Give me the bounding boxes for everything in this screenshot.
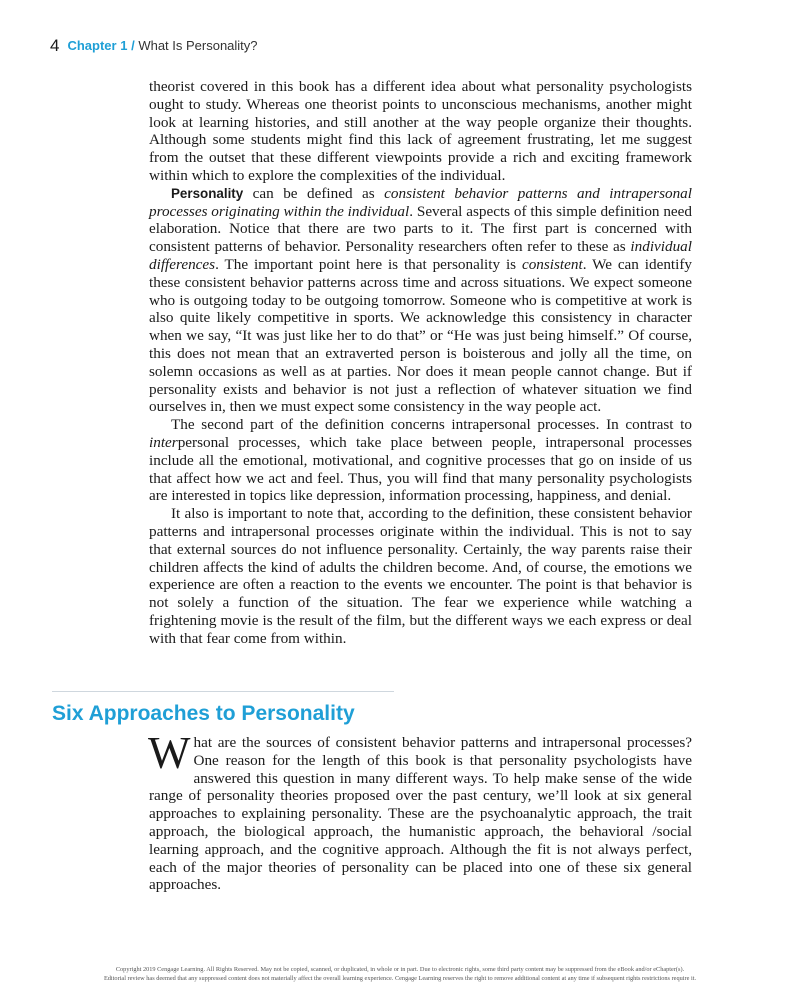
body-text bbox=[149, 78, 692, 648]
section-paragraph bbox=[148, 728, 692, 894]
emphasis-individual-differences: individual differences bbox=[149, 238, 692, 273]
key-term-personality: Personality bbox=[171, 185, 244, 201]
paragraph-3-text-b: personal processes, which take place between people, intrapersonal processes include all the emotional, motivational, and cognitive processes that go on inside of us that affect how we act and feel. Thus, you will find that many personality psychologists are interested in topics like depression, information processing, happiness, and denial. bbox=[149, 433, 692, 505]
definition-text: consistent behavior patterns and intrapersonal processes originating within the individual bbox=[149, 184, 692, 220]
section-paragraph-text: hat are the sources of consistent behavior patterns and intrapersonal processes? One reason for the length of this book is that personality psychologists have answered this question in many different ways. To help make sense of the wide range of personality theories proposed over the past century, we’ll look at six general approaches to explaining personality. These are the psychoanalytic approach, the trait approach, the biological approach, the humanistic approach, the behavioral /social learning approach, and the cognitive approach. Although the fit is not always perfect, each of the major theories of personality can be placed into one of these six general approaches. bbox=[149, 734, 692, 894]
paragraph-1: theorist covered in this book has a different idea about what personality psychologists ought to study. Whereas one theorist points to unconscious mechanisms, another might look at learning histories, and still another at the way people organize their thoughts. Although some students might find this lack of agreement frustrating, let me suggest from the outset that these different viewpoints provide a rich and exciting framework within which to explore the complexities of the individual. bbox=[149, 78, 692, 184]
header-separator: / bbox=[131, 38, 135, 53]
paragraph-2-text-a: can be defined as bbox=[243, 184, 385, 202]
section-heading: Six Approaches to Personality bbox=[52, 702, 355, 725]
drop-cap: W bbox=[148, 728, 191, 778]
chapter-label: Chapter 1 bbox=[67, 38, 128, 53]
paragraph-3-text-a: The second part of the definition concerns intrapersonal processes. In contrast to bbox=[171, 416, 692, 434]
chapter-title: What Is Personality? bbox=[138, 38, 258, 53]
paragraph-2-text-b: . Several aspects of this simple definition need elaboration. Notice that there are two parts to it. The first part is concerned with consistent patterns of behavior. Personality researchers often refer to these as bbox=[149, 202, 692, 256]
footer-line-1: Copyright 2019 Cengage Learning. All Rights Reserved. May not be copied, scanned, or duplicated, in whole or in part. Due to electronic rights, some third party content may be suppressed from the eBook and/or eChapter(s). bbox=[115, 966, 685, 973]
paragraph-2 bbox=[149, 185, 692, 416]
emphasis-consistent: consistent bbox=[521, 255, 583, 273]
section-body bbox=[148, 728, 692, 894]
page-number: 4 bbox=[50, 36, 60, 55]
paragraph-4: It also is important to note that, according to the definition, these consistent behavior patterns and intrapersonal processes originate within the individual. This is not to say that external sources do not influence personality. Certainly, the way parents raise their children affects the kind of adults the children become. And, of course, the emotions we experience are often a reaction to the events we encounter. The point is that behavior is not solely a function of the situation. The fear we experience while watching a frightening movie is the result of the film, but the different ways we each express or deal with that fear come from within. bbox=[149, 505, 692, 647]
paragraph-2-text-d: . We can identify these consistent behavior patterns across time and across situations. We expect someone who is outgoing today to be outgoing tomorrow. Someone who is competitive at work is also quite likely competitive in sports. We acknowledge this consistency in character when we say, “It was just like her to do that” or “He was just being himself.” Of course, this does not mean that an extraverted person is boisterous and jolly all the time, on solemn occasions as well as at parties. Nor does it mean people cannot change. But if personality exists and behavior is not just a reflection of whatever situation we find ourselves in, then we must expect some consistency in the way people act. bbox=[149, 255, 692, 416]
paragraph-3 bbox=[149, 416, 692, 505]
emphasis-inter: inter bbox=[149, 433, 178, 451]
footer-line-2: Editorial review has deemed that any suppressed content does not materially affect the overall learning experience. Cengage Learning reserves the right to remove additional content at any time if subsequent rights restrictions require it. bbox=[103, 974, 697, 982]
section-divider bbox=[52, 691, 394, 692]
running-header bbox=[50, 37, 258, 55]
paragraph-2-text-c: . The important point here is that personality is bbox=[215, 255, 522, 273]
copyright-footer bbox=[20, 966, 780, 983]
